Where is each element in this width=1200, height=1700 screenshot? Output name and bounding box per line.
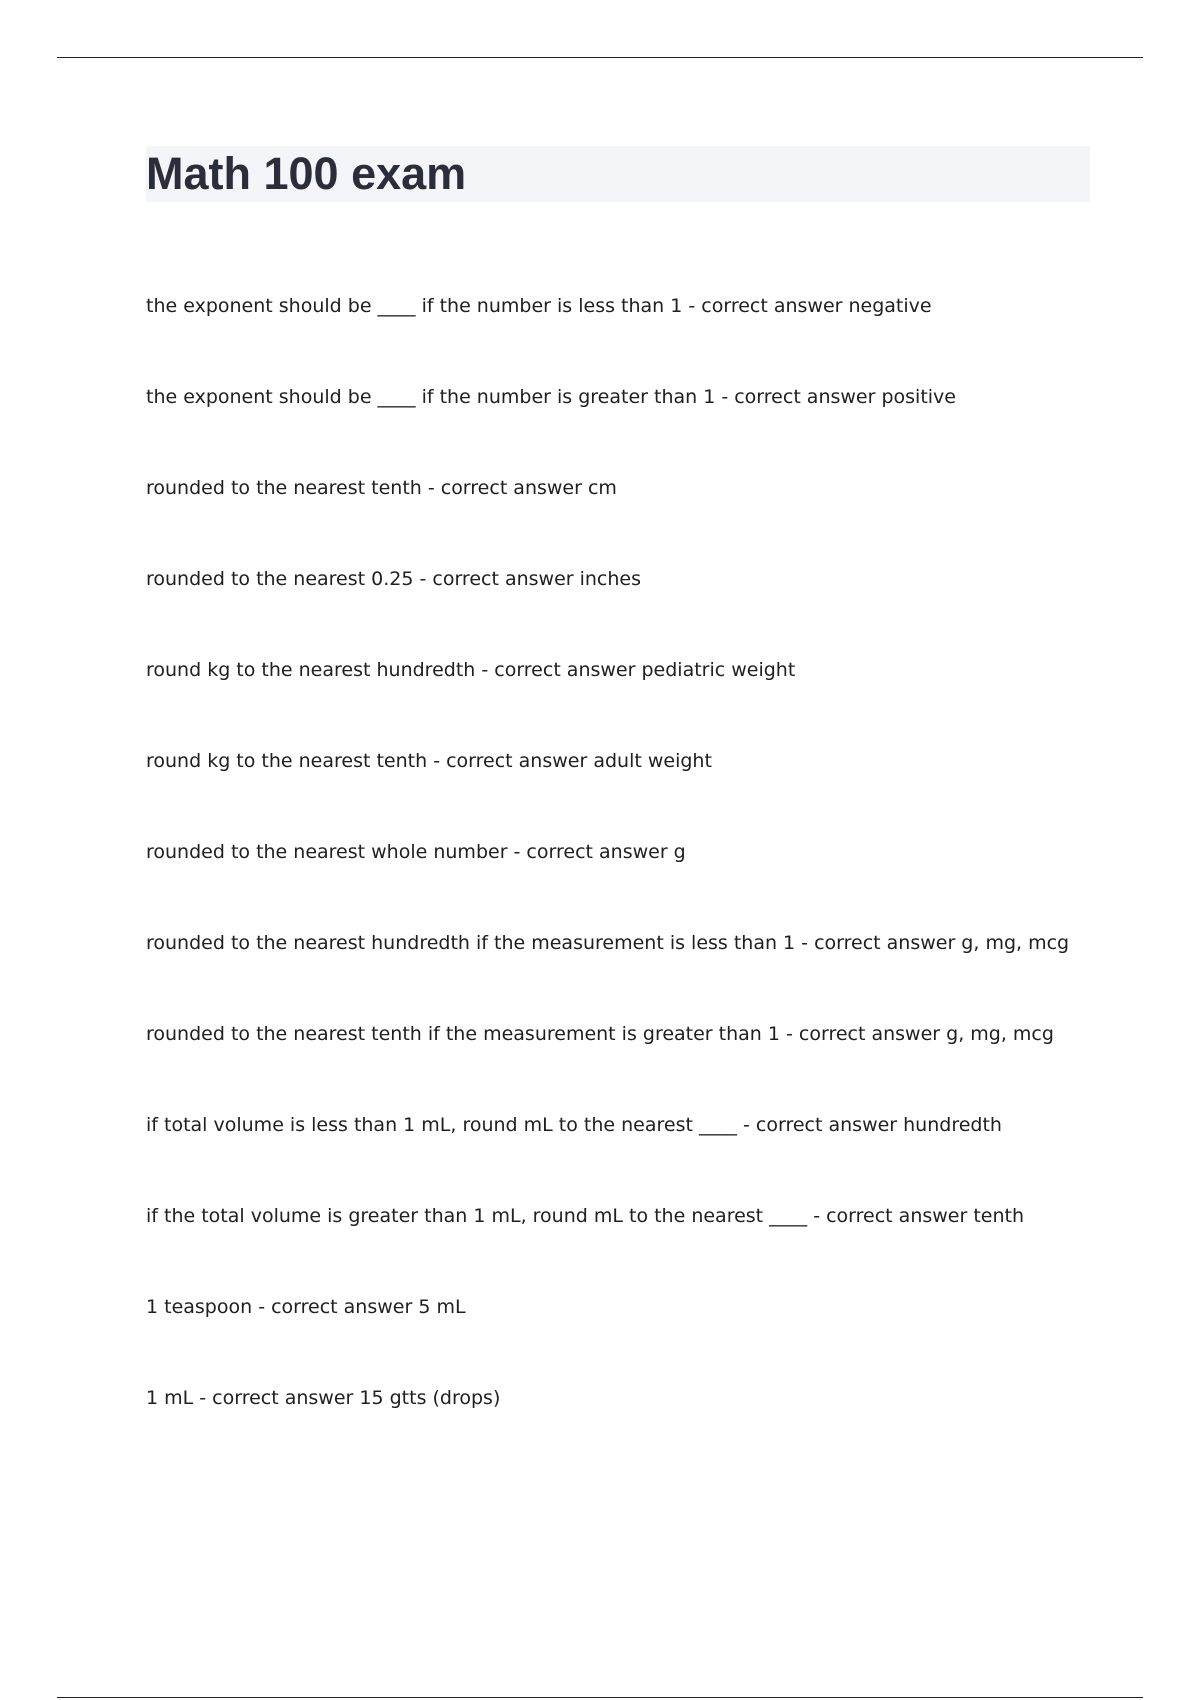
list-item: the exponent should be ____ if the number is less than 1 - correct answer negative	[146, 295, 932, 317]
list-item: the exponent should be ____ if the number is greater than 1 - correct answer positive	[146, 386, 956, 408]
list-item: 1 mL - correct answer 15 gtts (drops)	[146, 1387, 501, 1409]
list-item: rounded to the nearest tenth if the measurement is greater than 1 - correct answer g, mg, mcg	[146, 1023, 1054, 1045]
list-item: if the total volume is greater than 1 mL, round mL to the nearest ____ - correct answer tenth	[146, 1205, 1025, 1227]
title-banner	[146, 146, 1090, 202]
list-item: rounded to the nearest tenth - correct answer cm	[146, 477, 617, 499]
question-answer-list	[146, 292, 1090, 1475]
bottom-divider	[57, 1697, 1143, 1698]
list-item: if total volume is less than 1 mL, round mL to the nearest ____ - correct answer hundredth	[146, 1114, 1002, 1136]
page-title: Math 100 exam	[146, 148, 467, 199]
list-item: rounded to the nearest hundredth if the measurement is less than 1 - correct answer g, mg, mcg	[146, 932, 1070, 954]
list-item: rounded to the nearest 0.25 - correct answer inches	[146, 568, 642, 590]
list-item: rounded to the nearest whole number - correct answer g	[146, 841, 686, 863]
list-item: 1 teaspoon - correct answer 5 mL	[146, 1296, 466, 1318]
list-item: round kg to the nearest tenth - correct answer adult weight	[146, 750, 712, 772]
list-item: round kg to the nearest hundredth - correct answer pediatric weight	[146, 659, 796, 681]
top-divider	[57, 57, 1143, 58]
